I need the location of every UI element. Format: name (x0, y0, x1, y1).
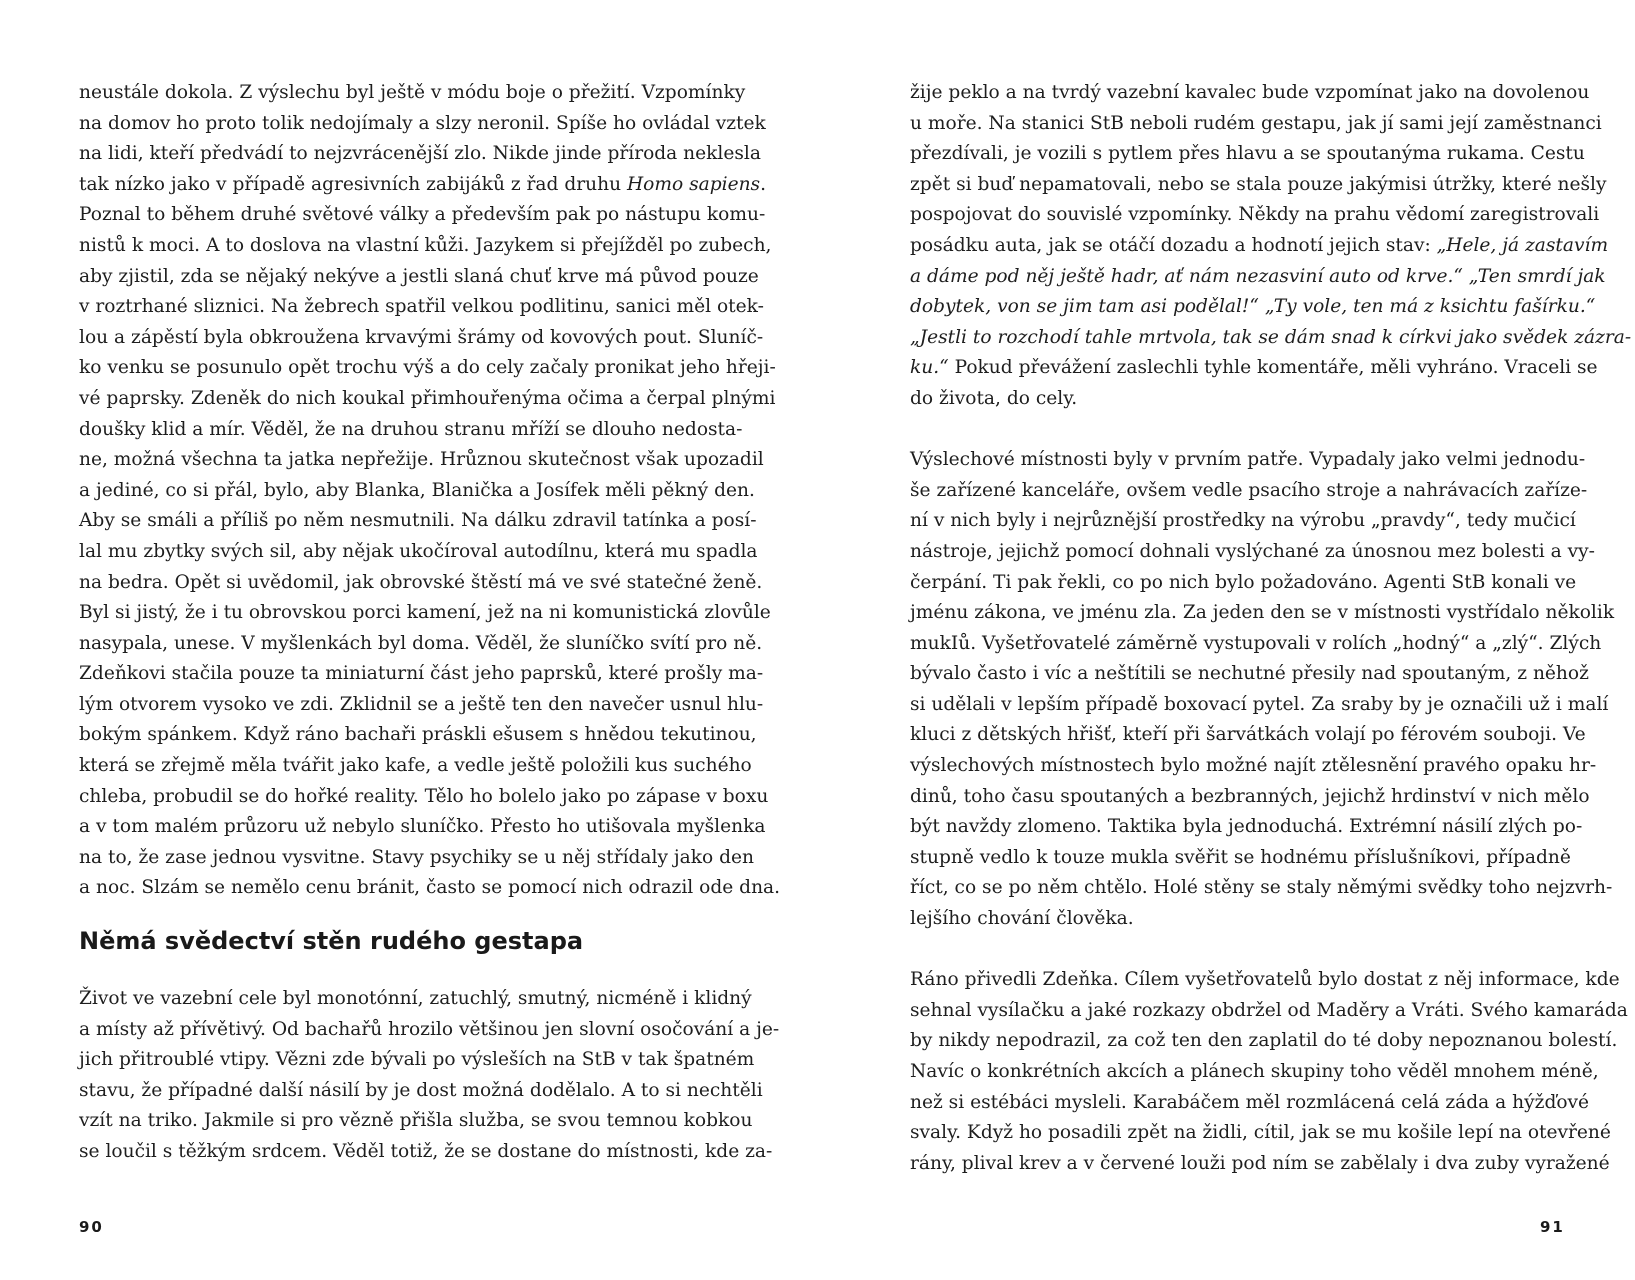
paragraph (79, 984, 780, 1168)
text-line: stupně vedlo k touze mukla svěřit se hodnému příslušníkovi, případně (910, 846, 1571, 868)
text-line (910, 231, 1609, 262)
text-line: vzít na triko. Jakmile si pro vězně přišla služba, se svou temnou kobkou (79, 1110, 753, 1132)
page-number-right: 91 (1540, 1218, 1565, 1236)
text-line: nástroje, jejichž pomocí dohnali vyslýchané za únosnou mez bolesti a vy- (910, 540, 1595, 562)
italic-term: Homo sapiens (626, 173, 761, 195)
text-line: lým otvorem vysoko ve zdi. Zklidnil se a ještě ten den navečer usnul hlu- (79, 693, 764, 715)
page-number-left: 90 (79, 1218, 104, 1236)
text-line: zpět si buď nepamatovali, nebo se stala pouze jakýmisi útržky, které nešly (910, 173, 1607, 195)
text-line: dinů, toho času spoutaných a bezbranných, jejichž hrdinství v nich mělo (910, 785, 1590, 807)
text-segment: posádku auta, jak se otáčí dozadu a hodnotí jejich stav: (910, 234, 1437, 256)
text-line: se loučil s těžkým srdcem. Věděl totiž, že se dostane do místnosti, kde za- (79, 1141, 773, 1162)
text-line (910, 323, 1632, 354)
text-line: u moře. Na stanici StB neboli rudém gestapu, jak jí sami její zaměstnanci (910, 112, 1602, 134)
text-line: pospojovat do souvislé vzpomínky. Někdy na prahu vědomí zaregistrovali (910, 204, 1600, 226)
paragraph (910, 78, 1632, 415)
text-line: Ráno přivedli Zdeňka. Cílem vyšetřovatelů bylo dostat z něj informace, kde (910, 969, 1620, 991)
text-line: ní v nich byly i nejrůznější prostředky na výrobu „pravdy“, tedy mučicí (910, 510, 1576, 532)
text-line: Aby se smáli a příliš po něm nesmutnili. Na dálku zdravil tatínka a posí- (79, 510, 757, 532)
text-line: Byl si jistý, že i tu obrovskou porci kamení, jež na ni komunistická zlovůle (79, 602, 771, 624)
text-line: ne, možná všechna ta jatka nepřežije. Hrůznou skutečnost však upozadil (79, 449, 764, 471)
italic-quote: „Hele, já zastavím (1436, 234, 1609, 256)
paragraph-gap (910, 415, 1563, 446)
section-heading: Němá svědectví stěn rudého gestapa (79, 927, 584, 956)
italic-quote: a dáme pod něj ještě hadr, ať nám nezasviní auto od krve.“ „Ten smrdí jak (910, 265, 1606, 287)
text-line: by nikdy nepodrazil, za což ten den zaplatil do té doby nepoznanou bolestí. (910, 1030, 1618, 1052)
left-page (79, 78, 781, 1168)
text-line: sehnal vysílačku a jaké rozkazy obdržel od Maděry a Vráti. Svého kamaráda (910, 999, 1628, 1021)
text-line: na domov ho proto tolik nedojímaly a slzy neronil. Spíše ho ovládal vztek (79, 112, 766, 134)
text-line: a místy až přívětivý. Od bachařů hrozilo většinou jen slovní osočování a je- (79, 1018, 780, 1040)
text-line: svaly. Když ho posadili zpět na židli, cítil, jak se mu košile lepí na otevřené (910, 1122, 1611, 1144)
text-line: Zdeňkovi stačila pouze ta miniaturní část jeho paprsků, které prošly ma- (79, 663, 764, 685)
text-line: v roztrhané sliznici. Na žebrech spatřil velkou podlitinu, sanici měl otek- (79, 296, 764, 318)
text-line: ko venku se posunulo opět trochu výš a do cely začaly pronikat jeho hřeji- (79, 357, 776, 379)
text-line: a noc. Slzám se nemělo cenu bránit, často se pomocí nich odrazil ode dna. (79, 877, 781, 899)
text-line: jich přitroublé vtipy. Vězni zde bývali po výsleších na StB v tak špatném (79, 1049, 755, 1071)
text-line: a v tom malém průzoru už nebylo sluníčko. Přesto ho utišovala myšlenka (79, 816, 766, 838)
text-line: lejšího chování člověka. (910, 908, 1134, 930)
text-line: Výslechové místnosti byly v prvním patře. Vypadaly jako velmi jednodu- (910, 449, 1586, 471)
text-line (910, 353, 1598, 384)
text-line: jménu zákona, ve jménu zla. Za jeden den se v místnosti vystřídalo několik (910, 602, 1615, 624)
text-line: nistů k moci. A to doslova na vlastní kůži. Jazykem si přejížděl po zubech, (79, 234, 772, 256)
text-line: přezdívali, je vozili s pytlem přes hlavu a se spoutanýma rukama. Cestu (910, 143, 1585, 165)
text-line: Poznal to během druhé světové války a především pak po nástupu komu- (79, 204, 766, 226)
text-line: bývalo často i víc a neštítili se nechutné přesily nad spoutaným, z něhož (910, 663, 1589, 685)
text-line: výslechových místnostech bylo možné najít ztělesnění pravého opaku hr- (910, 755, 1597, 777)
text-line: Život ve vazební cele byl monotónní, zatuchlý, smutný, nicméně i klidný (79, 988, 752, 1010)
paragraph (910, 445, 1615, 935)
text-line (910, 262, 1606, 293)
text-line: rány, plival krev a v červené louži pod ním se zabělaly i dva zuby vyražené (910, 1152, 1610, 1174)
text-line: mukIů. Vyšetřovatelé záměrně vystupovali v rolích „hodný“ a „zlý“. Zlých (910, 632, 1602, 654)
text-line: být navždy zlomeno. Taktika byla jednoduchá. Extrémní násilí zlých po- (910, 816, 1583, 838)
text-line: na to, že zase jednou vysvitne. Stavy psychiky se u něj střídaly jako den (79, 846, 754, 868)
text-line: bokým spánkem. Když ráno bachaři práskli ešusem s hnědou tekutinou, (79, 724, 757, 746)
text-line: čerpání. Ti pak řekli, co po nich bylo požadováno. Agenti StB konali ve (910, 571, 1577, 593)
text-segment: tak nízko jako v případě agresivních zabijáků z řad druhu (79, 173, 627, 195)
paragraph (79, 78, 781, 904)
paragraph-gap (910, 935, 1563, 966)
text-line: Navíc o konkrétních akcích a plánech skupiny toho věděl mnohem méně, (910, 1061, 1599, 1082)
italic-quote: ku.“ (910, 357, 949, 379)
text-line: nasypala, unese. V myšlenkách byl doma. Věděl, že sluníčko svítí pro ně. (79, 632, 763, 654)
paragraph (910, 965, 1628, 1179)
text-line: do života, do cely. (910, 387, 1078, 409)
text-line: kluci z dětských hřišť, kteří při šarvátkách volají po férovém souboji. Ve (910, 724, 1586, 746)
text-line: která se zřejmě měla tvářit jako kafe, a vedle ještě položili kus suchého (79, 755, 752, 777)
text-line: stavu, že případné další násilí by je dost možná dodělalo. A to si nechtěli (79, 1079, 763, 1101)
text-line: na lidi, kteří předvádí to nejzvrácenější zlo. Nikde jinde příroda neklesla (79, 143, 761, 165)
text-line: doušky klid a mír. Věděl, že na druhou stranu mříží se dlouho nedosta- (79, 418, 743, 440)
text-line: lou a zápěstí byla obkroužena krvavými šrámy od kovových pout. Sluníč- (79, 326, 764, 348)
text-line: neustále dokola. Z výslechu byl ještě v módu boje o přežití. Vzpomínky (79, 82, 746, 103)
text-line: aby zjistil, zda se nějaký nekýve a jestli slaná chuť krve má původ pouze (79, 265, 759, 287)
text-line: a jediné, co si přál, bylo, aby Blanka, Blanička a Josífek měli pěkný den. (79, 479, 755, 501)
text-line: než si estébáci mysleli. Karabáčem měl rozmlácená celá záda a hýžďové (910, 1091, 1590, 1113)
text-line: si udělali v lepším případě boxovací pytel. Za sraby by je označili už i malí (910, 693, 1609, 715)
text-line (910, 292, 1596, 323)
italic-quote: „Jestli to rozchodí tahle mrtvola, tak se dám snad k církvi jako svědek zázra- (910, 326, 1632, 348)
italic-quote: dobytek, von se jim tam asi podělal!“ „Ty vole, ten má z ksichtu fašírku.“ (910, 296, 1596, 318)
text-line: na bedra. Opět si uvědomil, jak obrovské štěstí má ve své statečné ženě. (79, 571, 763, 593)
text-segment: Pokud převážení zaslechli tyhle komentáře, měli vyhráno. Vraceli se (948, 357, 1598, 379)
text-line: žije peklo a na tvrdý vazební kavalec bude vzpomínat jako na dovolenou (910, 82, 1590, 103)
right-page (910, 78, 1632, 1179)
text-line: vé paprsky. Zdeněk do nich koukal přimhouřenýma očima a čerpal plnými (79, 387, 776, 409)
text-line: chleba, probudil se do hořké reality. Tělo ho bolelo jako po zápase v boxu (79, 785, 769, 807)
text-line: říct, co se po něm chtělo. Holé stěny se staly němými svědky toho nejzvrh- (910, 877, 1613, 899)
text-line: še zařízené kanceláře, ovšem vedle psacího stroje a nahrávacích zaříze- (910, 479, 1588, 501)
text-line: tak nízko jako v případě agresivních zabijáků z řad druhu Homo sapiens. (79, 173, 767, 195)
text-line: lal mu zbytky svých sil, aby nějak ukočíroval autodílnu, která mu spadla (79, 540, 758, 562)
